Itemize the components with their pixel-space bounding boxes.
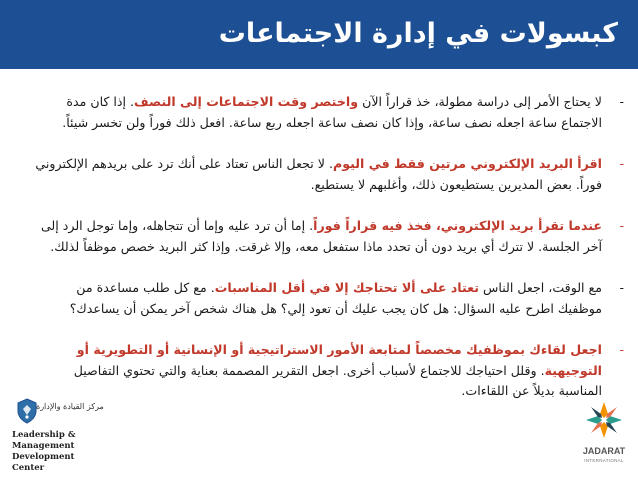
bullet-item (34, 278, 624, 319)
bullet-emphasis: تعتاد على ألا تحتاجك إلا في أقل المناسبات (214, 280, 479, 295)
bullet-item (34, 216, 624, 257)
bullet-list (34, 92, 624, 423)
bullet-text (74, 342, 602, 398)
bullet-emphasis: اجعل لقاءك بموظفيك مخصصاً لمتابعة الأمور الاستراتيجية أو الإنسانية أو التطويرية أو التوجيهية (76, 342, 602, 378)
bullet-emphasis: اقرأ البريد الإلكتروني مرتين فقط في اليوم (333, 156, 602, 171)
bullet-dash: - (619, 218, 624, 233)
jadarat-brand: JADARAT (582, 446, 626, 456)
center-english-line: Leadership & Management (12, 430, 76, 451)
bullet-dash: - (619, 94, 624, 109)
bullet-text-part: لا يحتاج الأمر إلى دراسة مطولة، خذ قراراً الآن (358, 94, 602, 109)
bullet-dash: - (619, 156, 624, 171)
bullet-item (34, 92, 624, 133)
bullet-item (34, 340, 624, 402)
bullet-item (34, 154, 624, 195)
bullet-text-part: . إذا كان مدة الاجتماع ساعة اجعله نصف ساعة، وإذا كان نصف ساعة اجعله ربع ساعة. افعل ذلك فوراً ولن تخسر شيئاً. (62, 94, 602, 130)
center-arabic-name: مركز القيادة والإدارة (36, 402, 104, 411)
bullet-emphasis: عندما تقرأ بريد الإلكتروني، فخذ فيه قراراً فوراً (313, 218, 602, 233)
jadarat-logo (578, 400, 630, 472)
bullet-text (70, 280, 602, 316)
bullet-emphasis: واختصر وقت الاجتماعات إلى النصف (134, 94, 359, 109)
bullet-text-part: . لا تجعل الناس تعتاد على أنك ترد على بريدهم الإلكتروني فوراً. بعض المديرين يستطيعون ذلك، وأغلبهم لا يستطيع. (35, 156, 602, 192)
bullet-text-part: . وقلل احتياجك للاجتماع لأسباب أخرى. اجعل التقرير المصممة بعناية والتي تحتوي التفاصيل المناسبة بديلاً عن اللقاءات. (73, 362, 602, 398)
leadership-center-logo (10, 398, 104, 473)
jadarat-sub: INTERNATIONAL (584, 458, 624, 463)
bullet-dash: - (619, 342, 624, 357)
bullet-text (41, 218, 602, 254)
center-english-name (12, 430, 102, 474)
emblem-icon (16, 398, 38, 424)
bullet-text-part: مع الوقت، اجعل الناس (479, 280, 602, 295)
center-english-line: Development Center (12, 452, 75, 473)
title-bar (0, 0, 638, 69)
bullet-text (62, 94, 602, 130)
bullet-dash: - (619, 280, 624, 295)
bullet-text (35, 156, 602, 192)
bullet-text-part: . إما أن ترد عليه وإما أن تتجاهله، وإما توجل الرد إلى آخر الجلسة. لا تترك أي بريد دون أن تحدد ماذا ستفعل معه، وإلا غرقت. وإذا كثر البريد خصص موظفاً لذلك. (40, 218, 602, 254)
slide-title: كبسولات في إدارة الاجتماعات (218, 18, 618, 49)
jadarat-mark-icon (584, 400, 624, 440)
bullet-text-part: . مع كل طلب مساعدة من موظفيك اطرح عليه السؤال: هل كان يجب عليك أن تعود إلي؟ هل هناك شخص آخر يمكن أن يساعدك؟ (69, 280, 602, 316)
